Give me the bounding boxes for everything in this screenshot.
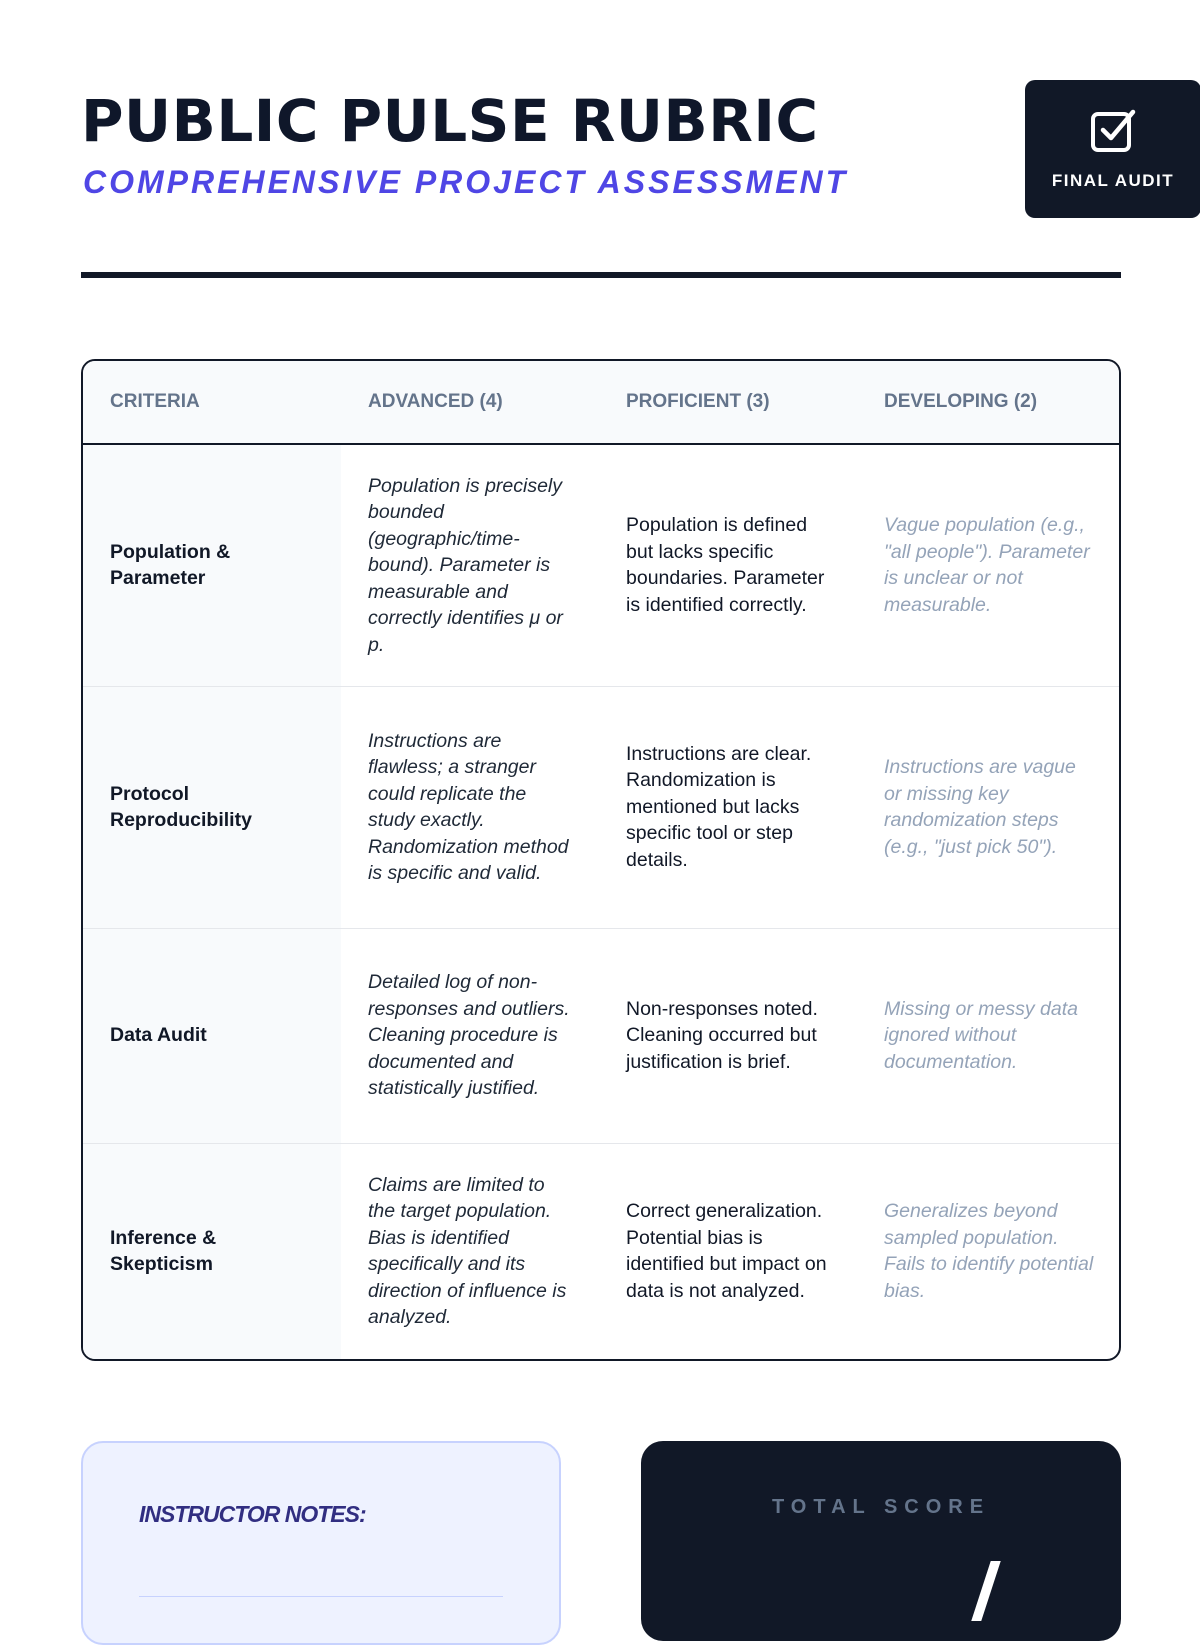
developing-cell: Instructions are vague or missing key randomization steps (e.g., "just pick 50"). [857,686,1119,928]
advanced-cell: Claims are limited to the target population. Bias is identified specifically and its direction of influence is analyzed. [341,1143,599,1359]
criteria-cell: Protocol Reproducibility [83,686,341,928]
checkbox-checked-icon [1089,106,1137,154]
developing-cell: Vague population (e.g., "all people"). Parameter is unclear or not measurable. [884,514,1090,616]
advanced-cell: Instructions are flawless; a stranger could replicate the study exactly. Randomization method is specific and valid. [341,686,599,928]
criteria-cell: Inference & Skepticism [83,1143,341,1359]
advanced-cell: Population is precisely bounded (geographic/time-bound). Parameter is measurable and correctly identifies μ or p. [368,474,563,656]
header-divider [81,272,1121,278]
developing-cell: Missing or messy data ignored without documentation. [857,928,1119,1143]
score-label: TOTAL SCORE [771,1496,991,1518]
rubric-table [81,359,1121,1361]
badge-label: FINAL AUDIT [1051,171,1175,190]
total-score-panel [641,1441,1121,1641]
advanced-cell: Detailed log of non-responses and outliers. Cleaning procedure is documented and statistically justified. [341,928,599,1143]
page-subtitle: COMPREHENSIVE PROJECT ASSESSMENT [83,164,849,200]
developing-cell: Generalizes beyond sampled population. Fails to identify potential bias. [857,1143,1119,1359]
column-header-proficient: PROFICIENT (3) [599,361,857,444]
header [81,80,1175,220]
notes-writing-line[interactable] [139,1596,503,1597]
proficient-cell: Population is defined but lacks specific boundaries. Parameter is identified correctly. [626,514,825,616]
score-divider-slash [971,1561,1000,1621]
table-row [83,1143,1119,1359]
column-header-advanced: ADVANCED (4) [341,361,599,444]
proficient-cell: Non-responses noted. Cleaning occurred but justification is brief. [599,928,857,1143]
column-header-developing: DEVELOPING (2) [857,361,1119,444]
notes-label: INSTRUCTOR NOTES: [139,1501,366,1527]
final-audit-badge [1025,80,1200,218]
criteria-cell: Data Audit [83,928,341,1143]
instructor-notes-panel [81,1441,561,1645]
proficient-cell: Correct generalization. Potential bias is identified but impact on data is not analyzed. [599,1143,857,1359]
table-header-row [83,361,1119,444]
table-row [83,444,1119,686]
table-row [83,928,1119,1143]
table-row [83,686,1119,928]
criteria-cell: Population & Parameter [83,444,341,686]
page-title: PUBLIC PULSE RUBRIC [81,87,819,155]
column-header-criteria: CRITERIA [83,361,341,444]
proficient-cell: Instructions are clear. Randomization is mentioned but lacks specific tool or step details. [599,686,857,928]
